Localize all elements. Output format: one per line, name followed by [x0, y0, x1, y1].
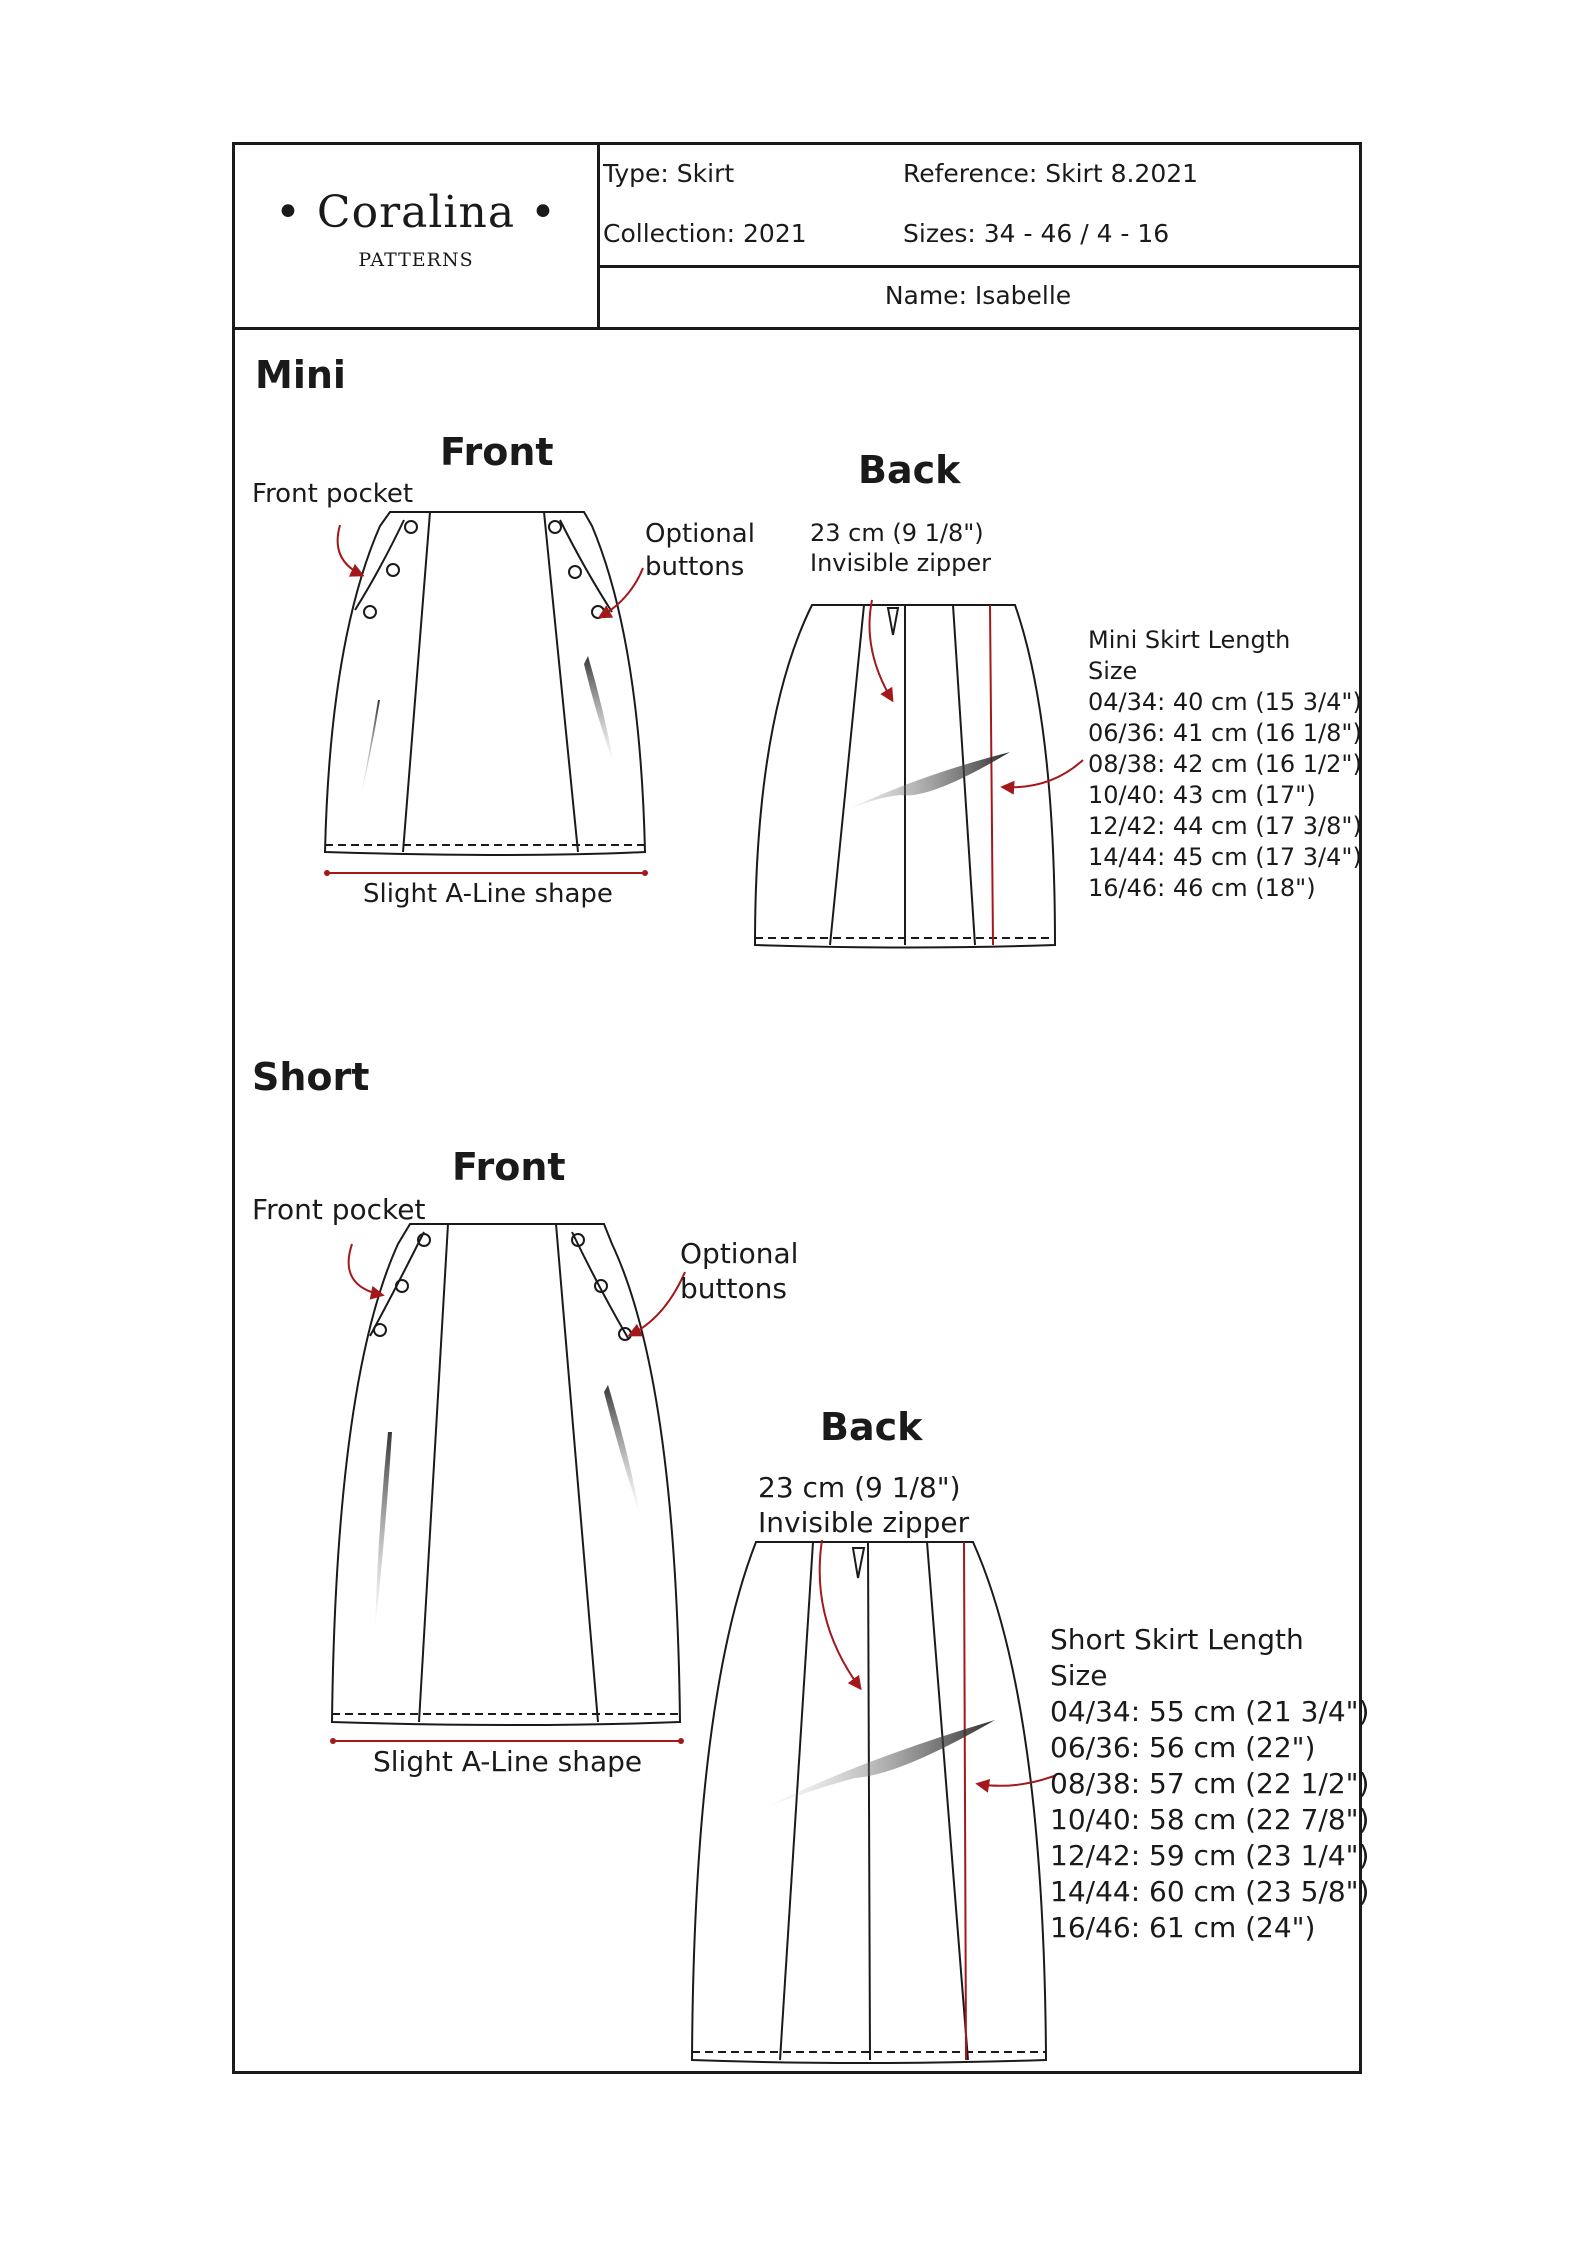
- short-length-row: 14/44: 60 cm (23 5/8"): [1050, 1875, 1370, 1908]
- mini-back-skirt: [755, 605, 1055, 948]
- mini-front-fold: [360, 700, 380, 800]
- short-aline-label: Slight A-Line shape: [373, 1745, 643, 1778]
- short-zipper-type: Invisible zipper: [758, 1506, 970, 1539]
- short-optional-buttons-label: [680, 1236, 798, 1306]
- mini-back-fold: [818, 752, 1010, 825]
- short-length-row: 12/42: 59 cm (23 1/4"): [1050, 1839, 1370, 1872]
- mini-length-row: 06/36: 41 cm (16 1/8"): [1088, 719, 1362, 747]
- short-buttons-arrow: [630, 1272, 685, 1335]
- short-length-row: 16/46: 61 cm (24"): [1050, 1911, 1316, 1944]
- short-front-pocket-label: Front pocket: [252, 1193, 426, 1226]
- mini-length-arrow: [1003, 760, 1083, 787]
- short-front-fold-2: [604, 1385, 640, 1515]
- collection-field: Collection: 2021: [603, 219, 807, 248]
- short-length-line: [964, 1542, 966, 2060]
- short-length-row: 04/34: 55 cm (21 3/4"): [1050, 1695, 1370, 1728]
- mini-zipper-length: 23 cm (9 1/8"): [810, 519, 984, 547]
- short-length-row: 06/36: 56 cm (22"): [1050, 1731, 1316, 1764]
- mini-length-row: 10/40: 43 cm (17"): [1088, 781, 1316, 809]
- mini-front-title: Front: [440, 430, 554, 474]
- mini-pocket-arrow: [338, 525, 362, 575]
- short-length-table: [1050, 1622, 1369, 1946]
- mini-aline-end-left: [324, 870, 330, 876]
- mini-length-table: [1088, 625, 1362, 904]
- mini-size-label: Size: [1088, 657, 1138, 685]
- short-length-arrow: [978, 1776, 1054, 1786]
- mini-length-row: 08/38: 42 cm (16 1/2"): [1088, 750, 1362, 778]
- short-back-fold: [760, 1720, 995, 1810]
- mini-back-title: Back: [858, 448, 961, 492]
- mini-zipper-label: [810, 518, 991, 578]
- short-front-title: Front: [452, 1145, 566, 1189]
- short-size-label: Size: [1050, 1659, 1108, 1692]
- sizes-field: Sizes: 34 - 46 / 4 - 16: [903, 219, 1170, 248]
- mini-buttons-arrow: [600, 568, 643, 617]
- mini-length-title: Mini Skirt Length: [1088, 626, 1291, 654]
- mini-front-fold-2: [584, 656, 614, 765]
- mini-aline-label: Slight A-Line shape: [363, 879, 613, 909]
- short-section-title: Short: [252, 1055, 370, 1099]
- mini-length-line: [990, 605, 993, 945]
- name-field: Name: Isabelle: [884, 281, 1072, 310]
- short-front-fold: [375, 1432, 392, 1630]
- mini-length-row: 12/42: 44 cm (17 3/8"): [1088, 812, 1362, 840]
- mini-buttons-line: buttons: [645, 551, 745, 582]
- short-pocket-arrow: [349, 1244, 382, 1295]
- mini-length-row: 04/34: 40 cm (15 3/4"): [1088, 688, 1362, 716]
- mini-optional-buttons-label: [645, 518, 755, 583]
- short-aline-end-right: [678, 1738, 684, 1744]
- type-field: Type: Skirt: [603, 159, 735, 188]
- short-length-row: 10/40: 58 cm (22 7/8"): [1050, 1803, 1370, 1836]
- short-buttons-line: buttons: [680, 1272, 787, 1305]
- short-back-skirt: [692, 1542, 1046, 2063]
- brand-logo: • Coralina •: [274, 187, 557, 238]
- short-zipper-arrow: [820, 1540, 860, 1688]
- brand-subtitle: PATTERNS: [358, 249, 474, 271]
- mini-aline-end-right: [642, 870, 648, 876]
- mini-front-skirt: [325, 512, 645, 855]
- short-aline-end-left: [330, 1738, 336, 1744]
- short-back-title: Back: [820, 1405, 923, 1449]
- mini-zipper-type: Invisible zipper: [810, 549, 991, 577]
- short-zipper-label: [758, 1470, 969, 1540]
- short-optional-line: Optional: [680, 1237, 799, 1270]
- mini-length-row: 16/46: 46 cm (18"): [1088, 874, 1316, 902]
- reference-field: Reference: Skirt 8.2021: [903, 159, 1199, 188]
- mini-optional-line: Optional: [645, 519, 755, 549]
- mini-front-pocket-label: Front pocket: [252, 479, 414, 509]
- short-length-title: Short Skirt Length: [1050, 1623, 1304, 1656]
- short-zipper-length: 23 cm (9 1/8"): [758, 1471, 961, 1504]
- mini-length-row: 14/44: 45 cm (17 3/4"): [1088, 843, 1362, 871]
- mini-section-title: Mini: [255, 353, 346, 397]
- short-length-row: 08/38: 57 cm (22 1/2"): [1050, 1767, 1370, 1800]
